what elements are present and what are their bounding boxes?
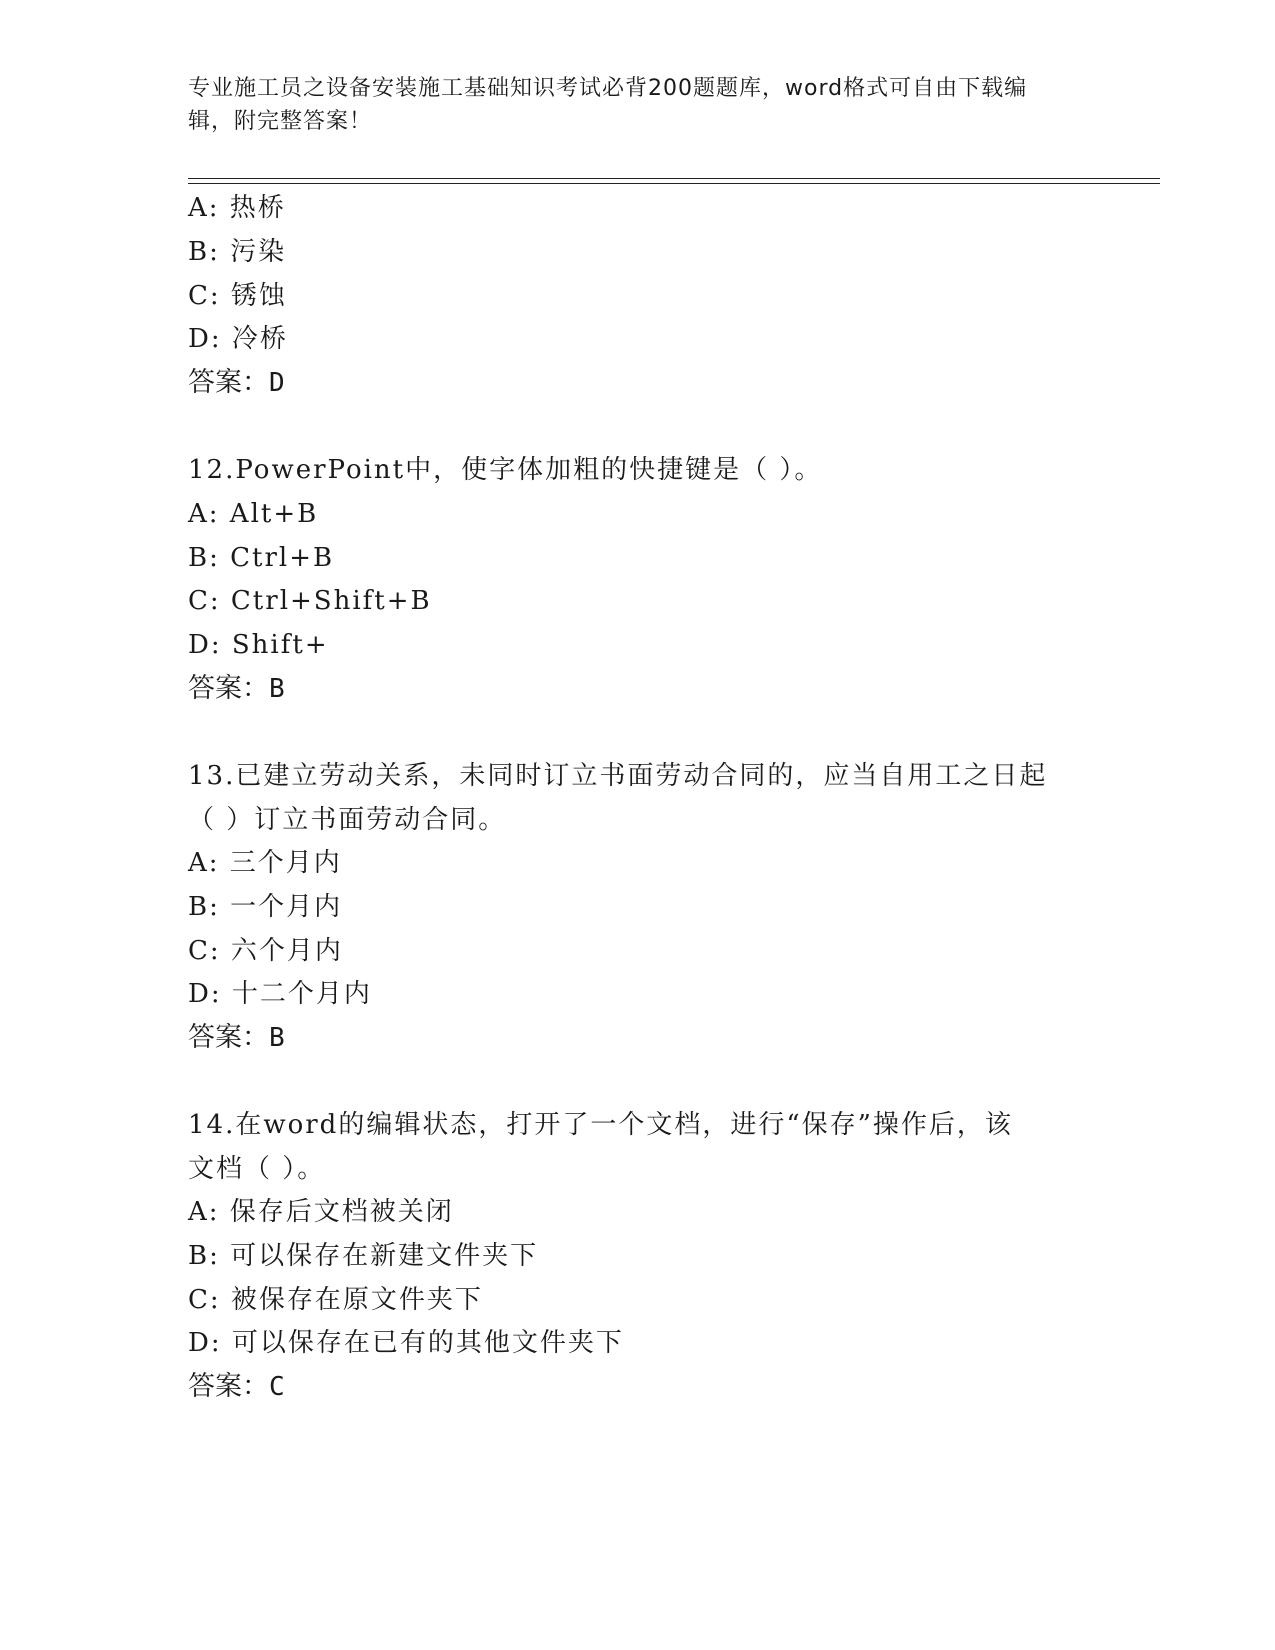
q12-option-c: C: Ctrl+Shift+B	[188, 586, 432, 616]
header-divider-top	[188, 178, 1160, 179]
q13-answer	[188, 1020, 285, 1056]
q12-option-d: D: Shift+	[188, 630, 329, 660]
q14-stem-line-1: 14.在word的编辑状态，打开了一个文档，进行“保存”操作后，该	[188, 1110, 1013, 1140]
answer-label: 答案：	[188, 673, 269, 704]
q11-option-a: A: 热桥	[188, 193, 286, 223]
q14-option-c: C: 被保存在原文件夹下	[188, 1285, 483, 1315]
q11-option-d: D: 冷桥	[188, 324, 288, 354]
answer-label: 答案：	[188, 1022, 269, 1053]
q11-answer	[188, 365, 285, 401]
document-header: 专业施工员之设备安装施工基础知识考试必背200题题库，word格式可自由下载编辑，附完整答案！	[188, 76, 1028, 134]
q14-stem-line-2: 文档（ ）。	[188, 1154, 326, 1184]
q11-option-b: B: 污染	[188, 237, 287, 267]
q13-option-b: B: 一个月内	[188, 892, 343, 922]
q12-option-a: A: Alt+B	[188, 499, 319, 529]
q13-stem-line-2: （ ）订立书面劳动合同。	[188, 805, 507, 835]
q13-option-d: D: 十二个月内	[188, 979, 372, 1009]
q14-option-d: D: 可以保存在已有的其他文件夹下	[188, 1328, 624, 1358]
answer-value: B	[269, 674, 285, 704]
q13-option-c: C: 六个月内	[188, 936, 343, 966]
answer-value: B	[269, 1023, 285, 1053]
q12-answer	[188, 671, 285, 707]
answer-label: 答案：	[188, 1371, 269, 1402]
q12-stem: 12.PowerPoint中，使字体加粗的快捷键是（ ）。	[188, 455, 823, 485]
q14-answer	[188, 1369, 285, 1405]
q11-option-c: C: 锈蚀	[188, 281, 287, 311]
q13-stem-line-1: 13.已建立劳动关系，未同时订立书面劳动合同的，应当自用工之日起	[188, 761, 1048, 791]
header-divider-bottom	[188, 183, 1160, 184]
q14-option-a: A: 保存后文档被关闭	[188, 1197, 454, 1227]
answer-label: 答案：	[188, 367, 269, 398]
answer-value: D	[269, 368, 285, 398]
answer-value: C	[269, 1372, 285, 1402]
q12-option-b: B: Ctrl+B	[188, 543, 335, 573]
q14-option-b: B: 可以保存在新建文件夹下	[188, 1241, 539, 1271]
q13-option-a: A: 三个月内	[188, 848, 342, 878]
